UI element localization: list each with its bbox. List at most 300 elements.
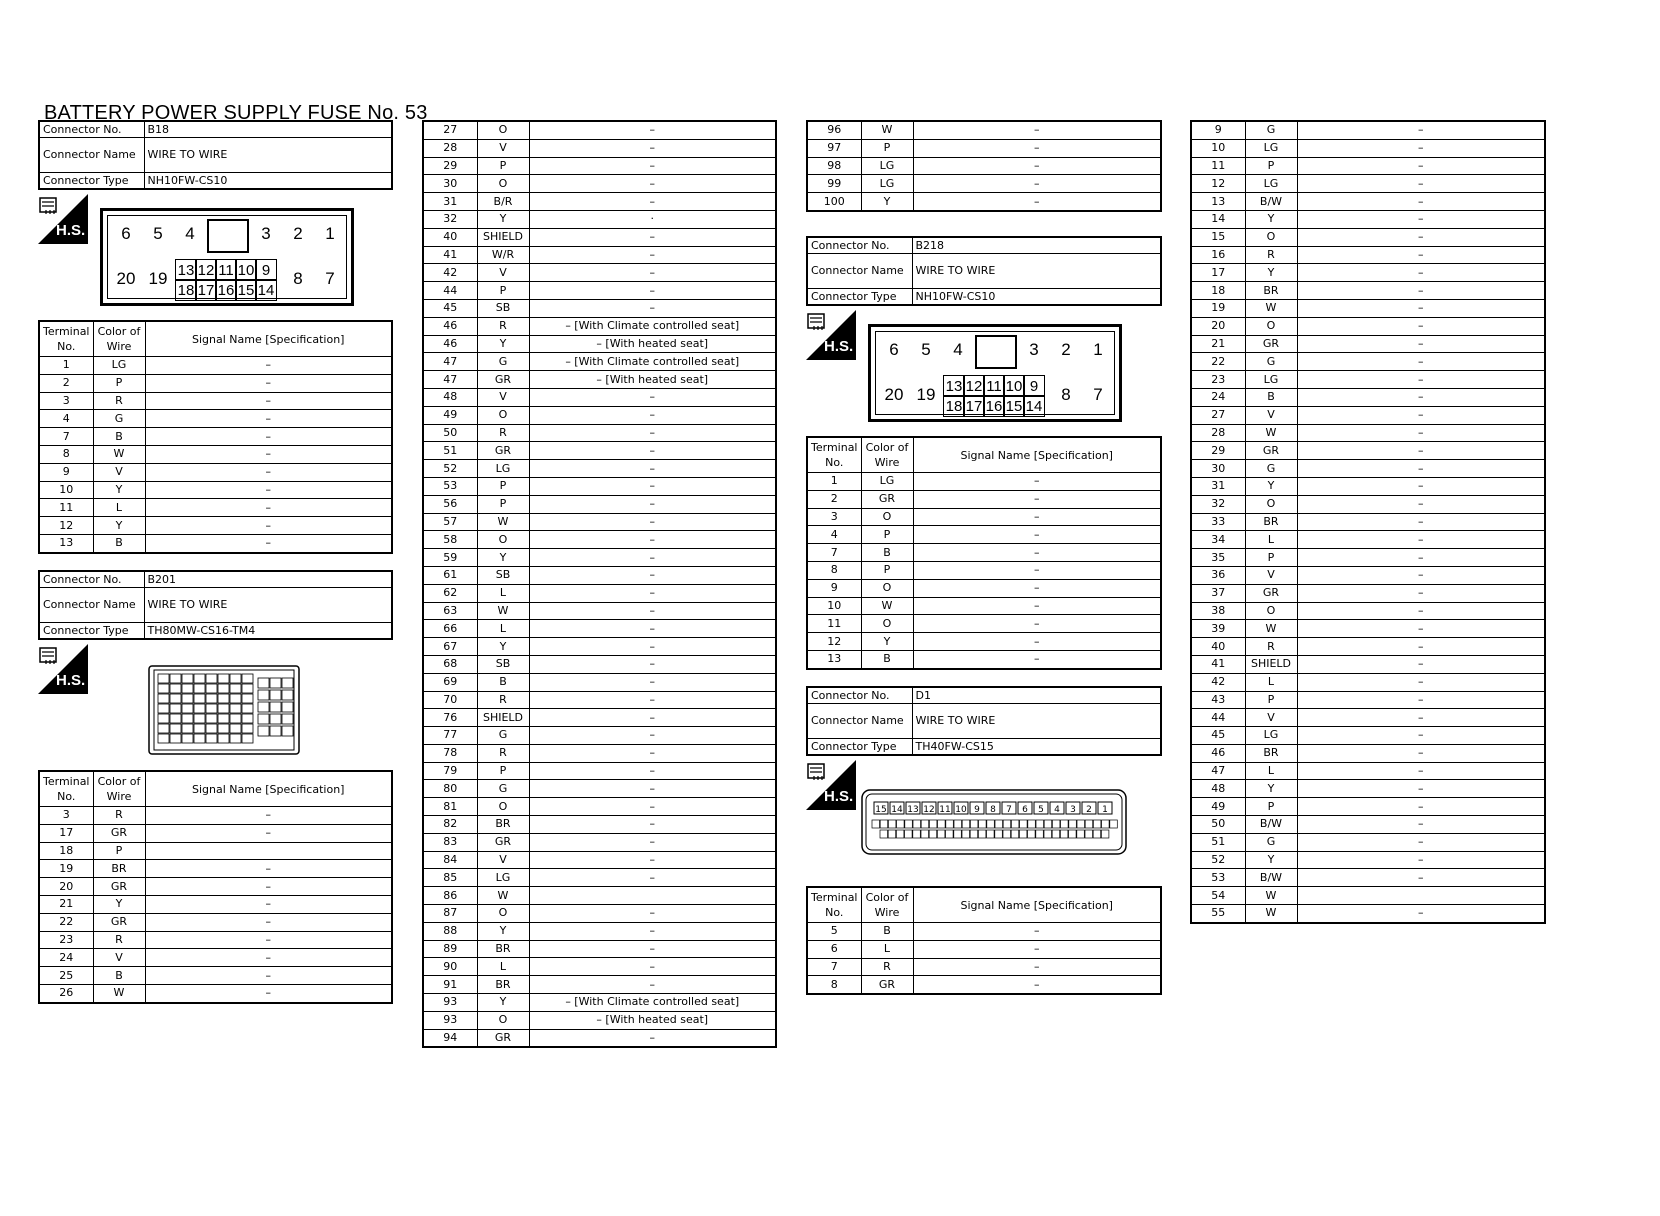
terminal-cell: 11 bbox=[39, 499, 93, 517]
connector-no: B18 bbox=[144, 121, 392, 138]
color-cell: O bbox=[1245, 317, 1297, 335]
connector-type: TH40FW-CS15 bbox=[912, 739, 1161, 756]
signal-cell: – bbox=[913, 490, 1161, 508]
color-cell: L bbox=[477, 584, 529, 602]
column-3 bbox=[806, 120, 1162, 991]
color-cell: LG bbox=[477, 869, 529, 887]
table-row bbox=[423, 744, 776, 762]
pin-label: 4 bbox=[185, 224, 195, 243]
terminal-cell: 24 bbox=[39, 949, 93, 967]
table-row bbox=[1191, 495, 1545, 513]
header-signal: Signal Name [Specification] bbox=[145, 771, 392, 807]
terminal-cell: 3 bbox=[39, 392, 93, 410]
pin-label: 8 bbox=[1061, 385, 1071, 404]
pin-label: 11 bbox=[939, 805, 951, 815]
signal-cell: – bbox=[529, 584, 776, 602]
terminal-cell: 94 bbox=[423, 1029, 477, 1047]
signal-cell: – bbox=[529, 922, 776, 940]
table-row bbox=[1191, 833, 1545, 851]
color-cell: P bbox=[861, 139, 913, 157]
color-cell: V bbox=[477, 264, 529, 282]
terminal-cell: 21 bbox=[39, 895, 93, 913]
signal-cell: – [With heated seat] bbox=[529, 371, 776, 389]
table-row bbox=[1191, 371, 1545, 389]
table-row bbox=[423, 495, 776, 513]
table-row bbox=[39, 967, 392, 985]
table-row bbox=[423, 851, 776, 869]
table-row bbox=[423, 816, 776, 834]
terminal-cell: 18 bbox=[1191, 282, 1245, 300]
pin-label: 15 bbox=[875, 805, 887, 815]
color-cell: GR bbox=[93, 878, 145, 896]
terminal-cell: 89 bbox=[423, 940, 477, 958]
color-cell: Y bbox=[1245, 210, 1297, 228]
terminal-cell: 70 bbox=[423, 691, 477, 709]
table-row bbox=[423, 566, 776, 584]
signal-cell: – bbox=[145, 392, 392, 410]
pin-label: 12 bbox=[195, 259, 217, 281]
signal-cell: – bbox=[529, 780, 776, 798]
pin-label: 7 bbox=[325, 269, 335, 288]
signal-cell: – bbox=[529, 602, 776, 620]
header-color: Color of Wire bbox=[93, 771, 145, 807]
terminal-cell: 41 bbox=[423, 246, 477, 264]
signal-cell: – bbox=[1297, 282, 1545, 300]
terminal-cell: 10 bbox=[807, 597, 861, 615]
signal-cell: – bbox=[1297, 833, 1545, 851]
signal-cell: – bbox=[1297, 121, 1545, 139]
signal-cell: – bbox=[913, 976, 1161, 994]
color-cell: B bbox=[93, 428, 145, 446]
signal-cell: – bbox=[529, 264, 776, 282]
color-cell: R bbox=[93, 807, 145, 825]
terminal-cell: 77 bbox=[423, 727, 477, 745]
signal-cell: – bbox=[529, 762, 776, 780]
color-cell: B bbox=[861, 544, 913, 562]
signal-cell: – bbox=[913, 561, 1161, 579]
connector-face-b218 bbox=[868, 324, 1122, 422]
signal-cell: – bbox=[1297, 246, 1545, 264]
terminal-cell: 40 bbox=[1191, 638, 1245, 656]
header-signal: Signal Name [Specification] bbox=[145, 321, 392, 357]
table-row bbox=[1191, 460, 1545, 478]
signal-cell: – bbox=[1297, 424, 1545, 442]
header-terminal: Terminal No. bbox=[807, 437, 861, 473]
terminal-cell: 13 bbox=[1191, 193, 1245, 211]
terminal-cell: 13 bbox=[807, 650, 861, 668]
table-row bbox=[807, 508, 1161, 526]
signal-cell: – bbox=[529, 406, 776, 424]
signal-cell: – bbox=[529, 905, 776, 923]
terminal-cell: 68 bbox=[423, 655, 477, 673]
terminal-cell: 49 bbox=[1191, 798, 1245, 816]
terminal-cell: 7 bbox=[807, 958, 861, 976]
connector-info-b18 bbox=[38, 120, 393, 190]
table-row bbox=[423, 762, 776, 780]
color-cell: LG bbox=[1245, 139, 1297, 157]
table-row bbox=[39, 481, 392, 499]
pin-table-b201-end bbox=[806, 120, 1162, 212]
signal-cell: – bbox=[1297, 816, 1545, 834]
pin-table-d1-continued bbox=[1190, 120, 1546, 924]
table-row bbox=[1191, 673, 1545, 691]
color-cell: G bbox=[1245, 121, 1297, 139]
color-cell: W bbox=[477, 513, 529, 531]
signal-cell: – bbox=[1297, 442, 1545, 460]
terminal-cell: 98 bbox=[807, 157, 861, 175]
pin-label: 20 bbox=[884, 385, 904, 404]
table-row bbox=[1191, 798, 1545, 816]
signal-cell: – bbox=[529, 121, 776, 139]
connector-no: D1 bbox=[912, 687, 1161, 704]
pin-label: 7 bbox=[1093, 385, 1103, 404]
signal-cell: – bbox=[529, 673, 776, 691]
terminal-cell: 58 bbox=[423, 531, 477, 549]
color-cell: B/W bbox=[1245, 869, 1297, 887]
table-row bbox=[423, 958, 776, 976]
signal-cell: – bbox=[529, 193, 776, 211]
terminal-cell: 7 bbox=[807, 544, 861, 562]
table-row bbox=[807, 544, 1161, 562]
terminal-cell: 54 bbox=[1191, 887, 1245, 905]
table-row bbox=[807, 193, 1161, 211]
signal-cell: – bbox=[529, 833, 776, 851]
signal-cell: – bbox=[529, 638, 776, 656]
table-row bbox=[39, 931, 392, 949]
color-cell: R bbox=[477, 424, 529, 442]
terminal-cell: 44 bbox=[1191, 709, 1245, 727]
connector-no: B218 bbox=[912, 237, 1161, 254]
terminal-cell: 29 bbox=[1191, 442, 1245, 460]
color-cell: GR bbox=[1245, 442, 1297, 460]
color-cell: SHIELD bbox=[1245, 655, 1297, 673]
table-row bbox=[423, 121, 776, 139]
signal-cell: – [With heated seat] bbox=[529, 335, 776, 353]
terminal-cell: 48 bbox=[423, 388, 477, 406]
table-row bbox=[807, 940, 1161, 958]
connector-name: WIRE TO WIRE bbox=[912, 254, 1161, 289]
color-cell: GR bbox=[477, 442, 529, 460]
terminal-cell: 100 bbox=[807, 193, 861, 211]
signal-cell: – bbox=[1297, 549, 1545, 567]
table-row bbox=[423, 228, 776, 246]
table-row bbox=[423, 1029, 776, 1047]
table-row bbox=[39, 895, 392, 913]
table-row bbox=[1191, 424, 1545, 442]
terminal-cell: 62 bbox=[423, 584, 477, 602]
table-row bbox=[423, 887, 776, 905]
color-cell: LG bbox=[1245, 727, 1297, 745]
terminal-cell: 51 bbox=[1191, 833, 1245, 851]
hs-label: H.S. bbox=[824, 788, 854, 805]
signal-cell: – bbox=[145, 878, 392, 896]
signal-cell: – bbox=[1297, 798, 1545, 816]
terminal-cell: 14 bbox=[1191, 210, 1245, 228]
color-cell: B bbox=[861, 923, 913, 941]
signal-cell: – bbox=[1297, 905, 1545, 923]
table-row bbox=[423, 994, 776, 1012]
table-row bbox=[807, 473, 1161, 491]
signal-cell: – bbox=[529, 816, 776, 834]
signal-cell: – bbox=[1297, 869, 1545, 887]
terminal-cell: 2 bbox=[39, 374, 93, 392]
table-row bbox=[807, 139, 1161, 157]
terminal-cell: 17 bbox=[1191, 264, 1245, 282]
table-row bbox=[39, 374, 392, 392]
terminal-cell: 38 bbox=[1191, 602, 1245, 620]
color-cell: O bbox=[861, 615, 913, 633]
signal-cell: – bbox=[913, 958, 1161, 976]
terminal-cell: 59 bbox=[423, 549, 477, 567]
table-row bbox=[423, 905, 776, 923]
terminal-cell: 8 bbox=[807, 561, 861, 579]
color-cell: P bbox=[477, 762, 529, 780]
table-row bbox=[423, 727, 776, 745]
hs-label: H.S. bbox=[56, 672, 86, 689]
header-terminal: Terminal No. bbox=[807, 887, 861, 923]
signal-cell: – bbox=[529, 157, 776, 175]
terminal-cell: 35 bbox=[1191, 549, 1245, 567]
terminal-cell: 10 bbox=[39, 481, 93, 499]
pin-label: 14 bbox=[891, 805, 903, 815]
header-signal: Signal Name [Specification] bbox=[913, 437, 1161, 473]
connector-face-d1 bbox=[860, 786, 1130, 858]
table-row bbox=[423, 798, 776, 816]
signal-cell: – bbox=[1297, 620, 1545, 638]
color-cell: Y bbox=[93, 895, 145, 913]
connector-face-b201 bbox=[148, 660, 300, 756]
color-cell: GR bbox=[93, 824, 145, 842]
signal-cell: – bbox=[913, 615, 1161, 633]
pin-label: 10 bbox=[235, 259, 257, 281]
signal-cell: – bbox=[529, 442, 776, 460]
color-cell: B/W bbox=[1245, 816, 1297, 834]
color-cell: W bbox=[93, 984, 145, 1002]
terminal-cell: 3 bbox=[807, 508, 861, 526]
color-cell: P bbox=[477, 157, 529, 175]
table-row bbox=[423, 406, 776, 424]
terminal-cell: 63 bbox=[423, 602, 477, 620]
table-row bbox=[423, 922, 776, 940]
signal-cell: – bbox=[913, 157, 1161, 175]
signal-cell: – bbox=[145, 534, 392, 552]
table-row bbox=[1191, 121, 1545, 139]
color-cell: GR bbox=[93, 913, 145, 931]
color-cell: GR bbox=[861, 976, 913, 994]
pin-label: 17 bbox=[195, 279, 217, 301]
signal-cell: – bbox=[529, 566, 776, 584]
color-cell: BR bbox=[1245, 513, 1297, 531]
terminal-cell: 5 bbox=[807, 923, 861, 941]
terminal-cell: 12 bbox=[807, 633, 861, 651]
color-cell: Y bbox=[477, 210, 529, 228]
color-cell: R bbox=[1245, 246, 1297, 264]
table-row bbox=[807, 650, 1161, 668]
pin-label: 17 bbox=[963, 395, 985, 417]
signal-cell: – [With Climate controlled seat] bbox=[529, 317, 776, 335]
signal-cell: – bbox=[145, 428, 392, 446]
color-cell: R bbox=[93, 931, 145, 949]
table-row bbox=[1191, 691, 1545, 709]
color-cell: LG bbox=[1245, 175, 1297, 193]
signal-cell: – bbox=[1297, 602, 1545, 620]
terminal-cell: 48 bbox=[1191, 780, 1245, 798]
signal-cell: – bbox=[145, 931, 392, 949]
table-row bbox=[39, 913, 392, 931]
color-cell: R bbox=[861, 958, 913, 976]
table-row bbox=[423, 1011, 776, 1029]
terminal-cell: 28 bbox=[1191, 424, 1245, 442]
signal-cell: – bbox=[145, 807, 392, 825]
pin-label: 5 bbox=[153, 224, 163, 243]
terminal-cell: 55 bbox=[1191, 905, 1245, 923]
terminal-cell: 96 bbox=[807, 121, 861, 139]
terminal-cell: 53 bbox=[423, 477, 477, 495]
table-row bbox=[423, 371, 776, 389]
color-cell: W bbox=[477, 887, 529, 905]
signal-cell bbox=[145, 842, 392, 860]
pin-label bbox=[207, 219, 249, 253]
color-cell: BR bbox=[1245, 282, 1297, 300]
connector-name: WIRE TO WIRE bbox=[144, 138, 392, 173]
color-cell: SB bbox=[477, 566, 529, 584]
pin-label: 2 bbox=[1086, 805, 1092, 815]
color-cell: B bbox=[477, 673, 529, 691]
color-cell: L bbox=[477, 958, 529, 976]
color-cell: O bbox=[1245, 228, 1297, 246]
info-label: Connector Type bbox=[39, 173, 144, 190]
terminal-cell: 82 bbox=[423, 816, 477, 834]
color-cell: O bbox=[477, 905, 529, 923]
color-cell: BR bbox=[93, 860, 145, 878]
color-cell: GR bbox=[477, 833, 529, 851]
pin-label: 18 bbox=[175, 279, 197, 301]
terminal-cell: 53 bbox=[1191, 869, 1245, 887]
color-cell: O bbox=[477, 121, 529, 139]
terminal-cell: 13 bbox=[39, 534, 93, 552]
color-cell: Y bbox=[1245, 477, 1297, 495]
terminal-cell: 31 bbox=[1191, 477, 1245, 495]
pin-label: 9 bbox=[974, 805, 980, 815]
table-row bbox=[39, 357, 392, 375]
header-signal: Signal Name [Specification] bbox=[913, 887, 1161, 923]
color-cell: G bbox=[1245, 353, 1297, 371]
table-row bbox=[807, 526, 1161, 544]
color-cell: W bbox=[1245, 299, 1297, 317]
terminal-cell: 41 bbox=[1191, 655, 1245, 673]
color-cell: Y bbox=[477, 638, 529, 656]
connector-type: NH10FW-CS10 bbox=[912, 289, 1161, 306]
color-cell: G bbox=[1245, 833, 1297, 851]
page-title: BATTERY POWER SUPPLY FUSE No. 53 bbox=[44, 102, 428, 124]
terminal-cell: 49 bbox=[423, 406, 477, 424]
table-row bbox=[423, 477, 776, 495]
terminal-cell: 32 bbox=[423, 210, 477, 228]
pin-label: 15 bbox=[1003, 395, 1025, 417]
table-row bbox=[1191, 477, 1545, 495]
terminal-cell: 42 bbox=[1191, 673, 1245, 691]
color-cell: B bbox=[1245, 388, 1297, 406]
signal-cell: · bbox=[529, 210, 776, 228]
signal-cell: – bbox=[529, 620, 776, 638]
table-row bbox=[39, 499, 392, 517]
terminal-cell: 2 bbox=[807, 490, 861, 508]
color-cell: B/W bbox=[1245, 193, 1297, 211]
color-cell: BR bbox=[477, 816, 529, 834]
header-color: Color of Wire bbox=[861, 887, 913, 923]
pin-label: 11 bbox=[215, 259, 237, 281]
signal-cell bbox=[529, 887, 776, 905]
pin-label: 6 bbox=[889, 340, 899, 359]
signal-cell: – bbox=[145, 463, 392, 481]
color-cell: B bbox=[93, 534, 145, 552]
color-cell: Y bbox=[1245, 264, 1297, 282]
pin-label: 2 bbox=[293, 224, 303, 243]
table-row bbox=[1191, 727, 1545, 745]
table-row bbox=[423, 638, 776, 656]
table-row bbox=[807, 633, 1161, 651]
harness-side-icon bbox=[806, 310, 856, 360]
pin-label: 20 bbox=[116, 269, 136, 288]
color-cell: V bbox=[477, 851, 529, 869]
color-cell: O bbox=[477, 1011, 529, 1029]
color-cell: O bbox=[477, 175, 529, 193]
table-row bbox=[1191, 566, 1545, 584]
table-row bbox=[1191, 139, 1545, 157]
terminal-cell: 12 bbox=[1191, 175, 1245, 193]
table-row bbox=[1191, 887, 1545, 905]
table-row bbox=[39, 445, 392, 463]
signal-cell: – bbox=[145, 517, 392, 535]
pin-label: 8 bbox=[293, 269, 303, 288]
table-row bbox=[807, 157, 1161, 175]
color-cell: LG bbox=[861, 473, 913, 491]
table-row bbox=[1191, 335, 1545, 353]
signal-cell: – bbox=[1297, 744, 1545, 762]
table-row bbox=[39, 392, 392, 410]
pin-label: 12 bbox=[963, 375, 985, 397]
table-row bbox=[423, 299, 776, 317]
table-row bbox=[1191, 531, 1545, 549]
table-row bbox=[1191, 299, 1545, 317]
pin-label: 6 bbox=[121, 224, 131, 243]
table-row bbox=[423, 513, 776, 531]
signal-cell: – bbox=[529, 282, 776, 300]
signal-cell: – bbox=[145, 860, 392, 878]
table-row bbox=[1191, 513, 1545, 531]
table-row bbox=[1191, 584, 1545, 602]
table-row bbox=[807, 561, 1161, 579]
color-cell: P bbox=[1245, 798, 1297, 816]
signal-cell: – bbox=[529, 299, 776, 317]
terminal-cell: 18 bbox=[39, 842, 93, 860]
table-row bbox=[1191, 655, 1545, 673]
terminal-cell: 20 bbox=[1191, 317, 1245, 335]
color-cell: B/R bbox=[477, 193, 529, 211]
signal-cell: – bbox=[1297, 531, 1545, 549]
info-label: Connector Name bbox=[39, 138, 144, 173]
signal-cell: – bbox=[1297, 193, 1545, 211]
signal-cell: – bbox=[529, 495, 776, 513]
hs-label: H.S. bbox=[824, 338, 854, 355]
table-row bbox=[1191, 851, 1545, 869]
color-cell: SB bbox=[477, 299, 529, 317]
signal-cell: – bbox=[529, 851, 776, 869]
table-row bbox=[423, 780, 776, 798]
color-cell: V bbox=[1245, 566, 1297, 584]
table-row bbox=[1191, 388, 1545, 406]
terminal-cell: 17 bbox=[39, 824, 93, 842]
